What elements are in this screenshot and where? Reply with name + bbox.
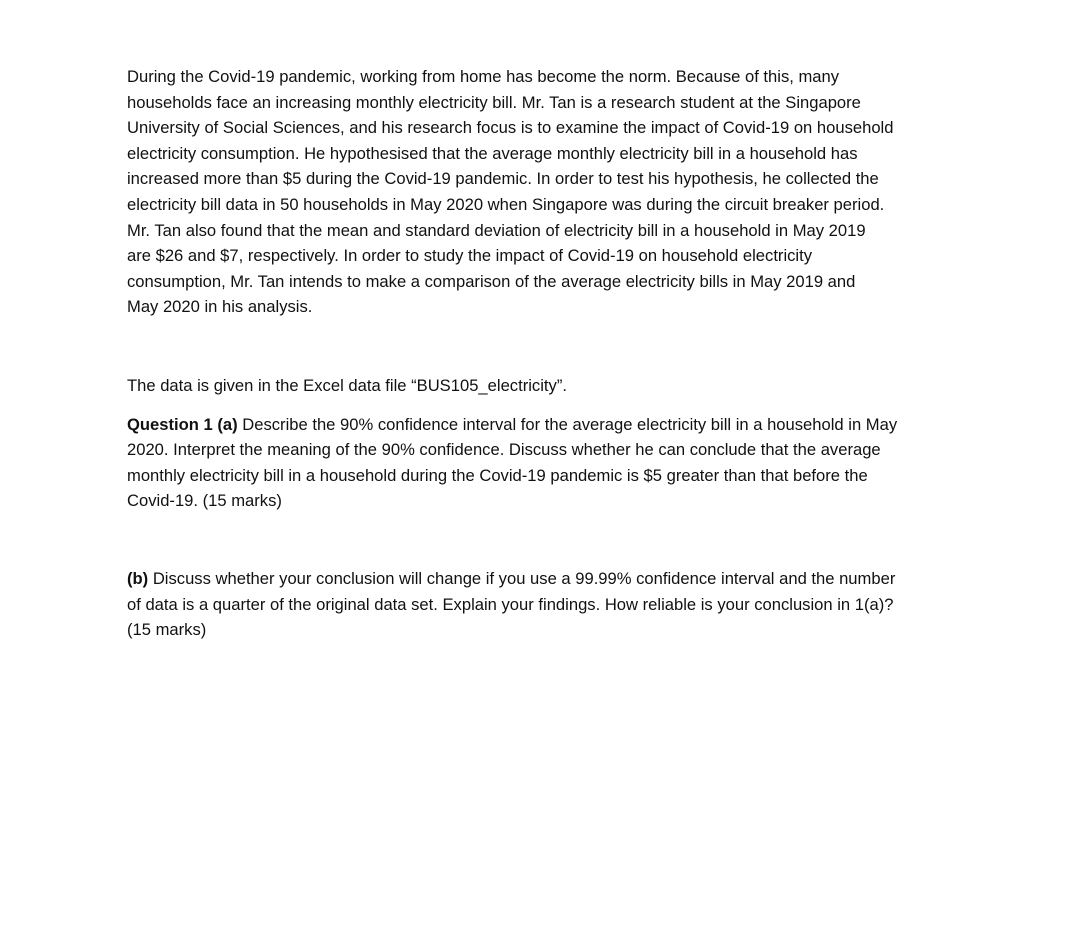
question-1a-line: 2020. Interpret the meaning of the 90% confidence. Discuss whether he can conclude that the average — [127, 440, 881, 460]
intro-line: are $26 and $7, respectively. In order to study the impact of Covid-19 on household electricity — [127, 246, 813, 266]
intro-line: University of Social Sciences, and his research focus is to examine the impact of Covid-19 on household — [127, 118, 894, 138]
intro-line: May 2020 in his analysis. — [127, 297, 313, 317]
intro-line: increased more than $5 during the Covid-19 pandemic. In order to test his hypothesis, he collected the — [127, 169, 879, 189]
intro-line: electricity consumption. He hypothesised that the average monthly electricity bill in a household has — [127, 143, 858, 163]
question-1a-line: monthly electricity bill in a household during the Covid-19 pandemic is $5 greater than that before the — [127, 465, 868, 485]
question-1b-text: Discuss whether your conclusion will change if you use a 99.99% confidence interval and the number — [148, 568, 896, 588]
intro-line: households face an increasing monthly electricity bill. Mr. Tan is a research student at the Singapore — [127, 92, 861, 112]
question-1b-line: (15 marks) — [127, 620, 207, 640]
question-1b-line: of data is a quarter of the original data set. Explain your findings. How reliable is your conclusion in 1(a)? — [127, 594, 894, 614]
data-note: The data is given in the Excel data file “BUS105_electricity”. — [127, 375, 567, 395]
question-1b-paragraph — [127, 566, 957, 643]
question-1a-line — [127, 412, 957, 438]
intro-line: During the Covid-19 pandemic, working from home has become the norm. Because of this, many — [127, 67, 840, 86]
intro-paragraph — [127, 64, 957, 320]
question-1b-line — [127, 566, 957, 592]
question-1a-text: Describe the 90% confidence interval for the average electricity bill in a household in May — [237, 414, 898, 434]
intro-line: electricity bill data in 50 households in May 2020 when Singapore was during the circuit breaker period. — [127, 194, 885, 214]
question-1a-label: Question 1 (a) — [127, 414, 238, 434]
data-note-paragraph — [127, 373, 957, 399]
question-1a-line: Covid-19. (15 marks) — [127, 491, 282, 511]
intro-line: Mr. Tan also found that the mean and standard deviation of electricity bill in a household in May 2019 — [127, 220, 866, 240]
intro-line: consumption, Mr. Tan intends to make a comparison of the average electricity bills in May 2019 and — [127, 271, 856, 291]
question-1b-label: (b) — [127, 568, 149, 588]
document-page — [127, 64, 957, 643]
question-1a-paragraph — [127, 412, 957, 514]
